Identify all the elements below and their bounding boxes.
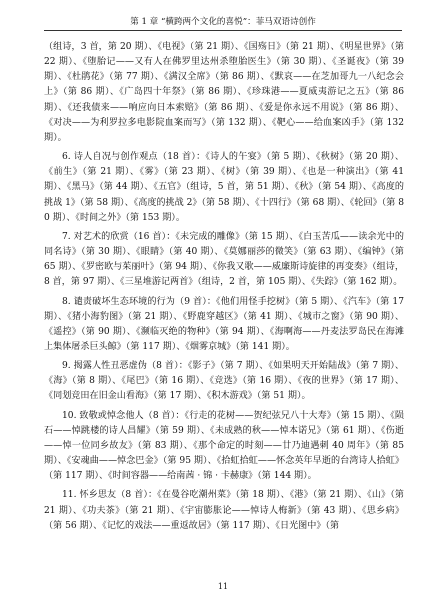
paragraph-item-10: 10. 致敬或悼念他人（8 首）：《行走的花树——贺纪弦兄八十大寿》（第 15 期）、《陨石——悼跳楼的诗人昌耀》（第 59 期）、《未成熟的秋——悼本诺兄》（第 61 期）、《伤逝——悼一位同乡故友》（第 83 期）、《那个命定的时刻——廿乃迪遇刺 40 周年》（第 85 期）、《安魂曲——悼念巴金》（第 95 期）、《拾虹拾虹——怀念英年早逝的台湾诗人拾虹》（第 117 期）、《时间容器——给南茜 · 锦 · 卡赫康》（第 144 期）。 (44, 410, 404, 482)
page-number: 11 (217, 582, 229, 591)
paragraph-item-7: 7. 对艺术的欣赏（16 首）：《未完成的雕像》（第 15 期）、《白玉苦瓜——读余光中的同名诗》（第 30 期）、《眼睛》（第 40 期）、《莫娜丽莎的微笑》（第 63 期）、《编钟》（第 65 期）、《罗密欧与茱丽叶》（第 94 期）、《你我又歌——威廉斯诗旋律的再变奏》（组诗，8 首，第 97 期）、《三星堆游记两首》（组诗，2 首，第 105 期）、《失踪》（第 162 期）。 (44, 231, 404, 288)
paragraph-item-9: 9. 揭露人性丑恶虚伪（8 首）：《影子》（第 7 期）、《如果明天开始陆战》（第 7 期）、《海》（第 8 期）、《尾巴》（第 16 期）、《竞选》（第 16 期）、《夜的世界》（第 17 期）、《同划竞田在旧金山看海》（第 17 期）、《积木游戏》（第 51 期）。 (44, 361, 404, 402)
running-header: 第 1 章 “横跨两个文化的喜悦”：菲马双语诗创作 (44, 14, 402, 31)
paragraph-item-6: 6. 诗人自况与创作观点（18 首）：《诗人的午宴》（第 5 期）、《秋树》（第 20 期）、《前生》（第 21 期）、《雾》（第 23 期）、《树》（第 39 期）、《也是一种演出》（第 41 期）、《黑马》（第 44 期）、《五官》（组诗，5 首，第 51 期）、《秋》（第 54 期）、《高度的挑战 1》（第 58 期）、《高度的挑战 2》（第 58 期）、《十四行》（第 68 期）、《轮回》（第 80 期）、《时间之外》（第 153 期）。 (44, 152, 404, 223)
paragraph-item-11: 11. 怀乡思友（8 首）：《在曼谷吃潮州菜》（第 18 期）、《港》（第 21 期）、《山》（第 21 期）、《功夫茶》（第 21 期）、《宇宙膨胀论——悼诗人梅新》（第 43 期）、《思乡病》（第 56 期）、《记忆的戏法——重返故居》（第 117 期）、《日光图中》（第 (44, 490, 404, 531)
paragraph-item-8: 8. 谴责破坏生态环境的行为（9 首）：《他们用怪手挖树》（第 5 期）、《汽车》（第 17 期）、《猪小海豹图》（第 21 期）、《野鹿穿越区》（第 41 期）、《城市之窗》（第 90 期）、《遥控》（第 90 期）、《濒临灭绝的物种》（第 94 期）、《海啊海——丹麦法罗岛民在海滩上集体屠杀巨头鲸》（第 117 期）、《烟雾京城》（第 141 期）。 (44, 296, 404, 352)
page-body (44, 40, 404, 538)
paragraph-continued: （组诗，3 首，第 20 期）、《电视》（第 21 期）、《国殇日》（第 21 期）、《明星世界》（第 22 期）、《堕胎记——又有人在佛罗里达州杀堕胎医生》（第 30 期）、《圣诞夜》（第 39 期）、《杜鹃花》（第 77 期）、《满汉全席》（第 86 期）、《默哀——在芝加哥九一八纪念会上》（第 86 期）、《广岛四十年祭》（第 86 期）、《珍珠港——夏威夷游记之五》（第 86 期）、《还我债来——响应向日本索赔》（第 86 期）、《爱是你永远不用说》（第 86 期）、《对决——为利罗拉多电影院血案而写》（第 132 期）、《靶心——给血案凶手》（第 132 期）。 (44, 42, 404, 143)
